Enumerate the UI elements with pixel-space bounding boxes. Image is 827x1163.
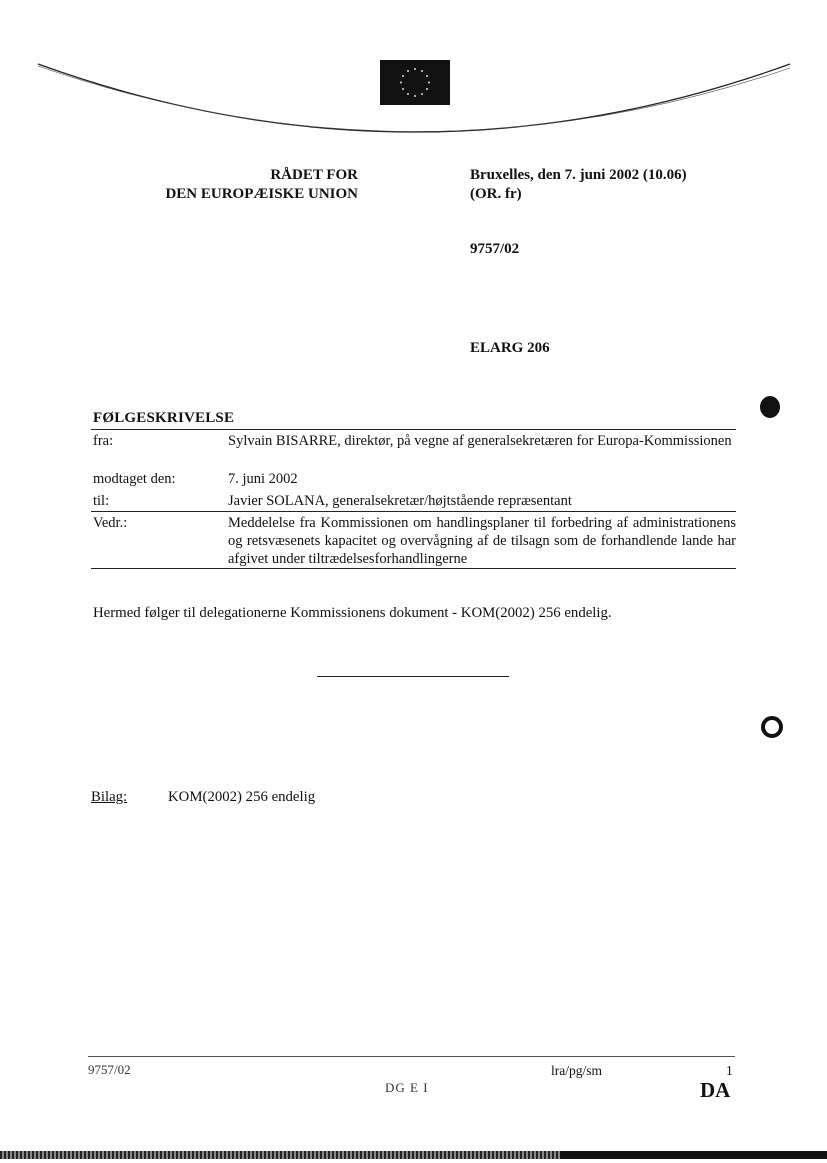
punch-hole-top xyxy=(760,396,780,418)
document-number: 9757/02 xyxy=(470,241,520,257)
place-date-block xyxy=(470,166,687,204)
institution-line-1: RÅDET FOR xyxy=(270,167,358,183)
cover-note-top-rule xyxy=(91,429,736,430)
cover-note-title: FØLGESKRIVELSE xyxy=(93,410,235,426)
footer-page-number: 1 xyxy=(726,1063,733,1078)
to-label: til: xyxy=(93,493,110,509)
footer-reference: lra/pg/sm xyxy=(551,1063,602,1078)
annex-value: KOM(2002) 256 endelig xyxy=(168,789,316,805)
from-value: Sylvain BISARRE, direktør, på vegne af generalsekretæren for Europa-Kommissionen xyxy=(228,433,732,449)
footer-rule xyxy=(88,1056,735,1057)
received-value: 7. juni 2002 xyxy=(228,471,298,487)
to-value: Javier SOLANA, generalsekretær/højtstående repræsentant xyxy=(228,493,572,509)
eu-stars xyxy=(380,60,450,105)
punch-hole-bottom xyxy=(761,716,783,738)
footer-directorate: DG E I xyxy=(385,1080,429,1095)
subject-value: Meddelelse fra Kommissionen om handlingsplaner til forbedring af administrationens og retsvæsenets kapacitet og overvågning af de tilsagn som de forhandlende lande har afgivet under tiltrædelsesforhandlingerne xyxy=(228,515,736,567)
subject-rule xyxy=(91,511,736,512)
footer-document-number: 9757/02 xyxy=(88,1062,131,1077)
original-language: (OR. fr) xyxy=(470,186,522,202)
from-label: fra: xyxy=(93,433,114,449)
annex-label: Bilag: xyxy=(91,789,128,805)
scan-edge-bar-solid xyxy=(560,1151,827,1159)
institution-line-2: DEN EUROPÆISKE UNION xyxy=(165,186,358,202)
separator-rule xyxy=(317,676,509,677)
subject-label: Vedr.: xyxy=(93,515,128,531)
institution-name xyxy=(130,166,358,204)
body-text: Hermed følger til delegationerne Kommissionens dokument - KOM(2002) 256 endelig. xyxy=(93,605,612,621)
footer-language: DA xyxy=(700,1078,731,1102)
eu-flag-icon xyxy=(380,60,450,105)
place-date: Bruxelles, den 7. juni 2002 (10.06) xyxy=(470,167,687,183)
subject-code: ELARG 206 xyxy=(470,340,550,356)
cover-note-bottom-rule xyxy=(91,568,736,569)
received-label: modtaget den: xyxy=(93,471,176,487)
